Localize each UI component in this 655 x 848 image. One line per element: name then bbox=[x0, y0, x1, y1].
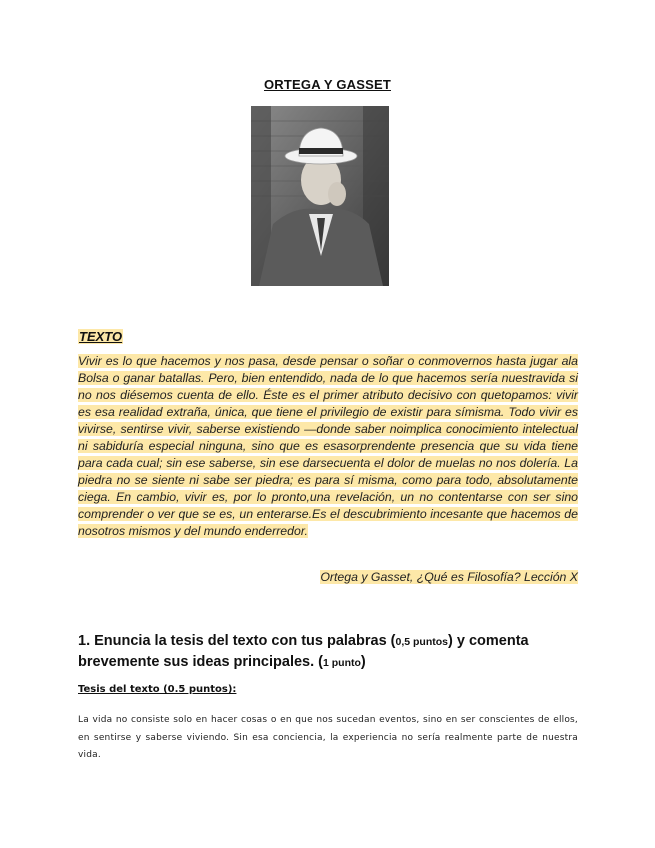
portrait-photo-icon bbox=[251, 106, 389, 286]
portrait-photo bbox=[251, 106, 389, 286]
page-title: ORTEGA Y GASSET bbox=[263, 77, 391, 92]
quote-citation: Ortega y Gasset, ¿Qué es Filosofía? Lección X bbox=[320, 570, 578, 584]
answer-text: La vida no consiste solo en hacer cosas o en que nos sucedan eventos, sino en ser conscientes de ellos, en sentirse y saberse viviendo. Sin esa conciencia, la experiencia no sería realmente parte de nuestra vida. bbox=[78, 715, 578, 760]
question-1: 1. Enuncia la tesis del texto con tus palabras (0,5 puntos) y comenta brevemente sus ideas principales. (1 punto) bbox=[78, 633, 529, 670]
section-label-texto: TEXTO bbox=[79, 329, 123, 344]
quote-text: Vivir es lo que hacemos y nos pasa, desde pensar o soñar o conmovernos hasta jugar ala Bolsa o ganar batallas. Pero, bien entendido, nada de lo que hacemos sería nuestravida si no nos diésemos cuenta de ello. Éste es el primer atributo decisivo con quetopamos: vivir es esa realidad extraña, única, que tiene el privilegio de existir para símisma. Todo vivir es vivirse, sentirse vivir, saberse existiendo —donde saber noimplica conocimiento intelectual ni sabiduría especial ninguna, sino que es esasorprendente presencia que su vida tiene para cada cual; sin ese saberse, sin ese darsecuenta el dolor de muelas no nos dolería. La piedra no se siente ni sabe ser piedra; es para sí misma, como para todo, absolutamente ciega. En cambio, vivir es, por lo pronto,una revelación, un no contentarse con ser sino comprender o ver que se es, un enterarse.Es el descubrimiento incesante que hacemos de nosotros mismos y del mundo enderredor. bbox=[78, 354, 578, 538]
answer-label: Tesis del texto (0.5 puntos): bbox=[78, 684, 237, 695]
